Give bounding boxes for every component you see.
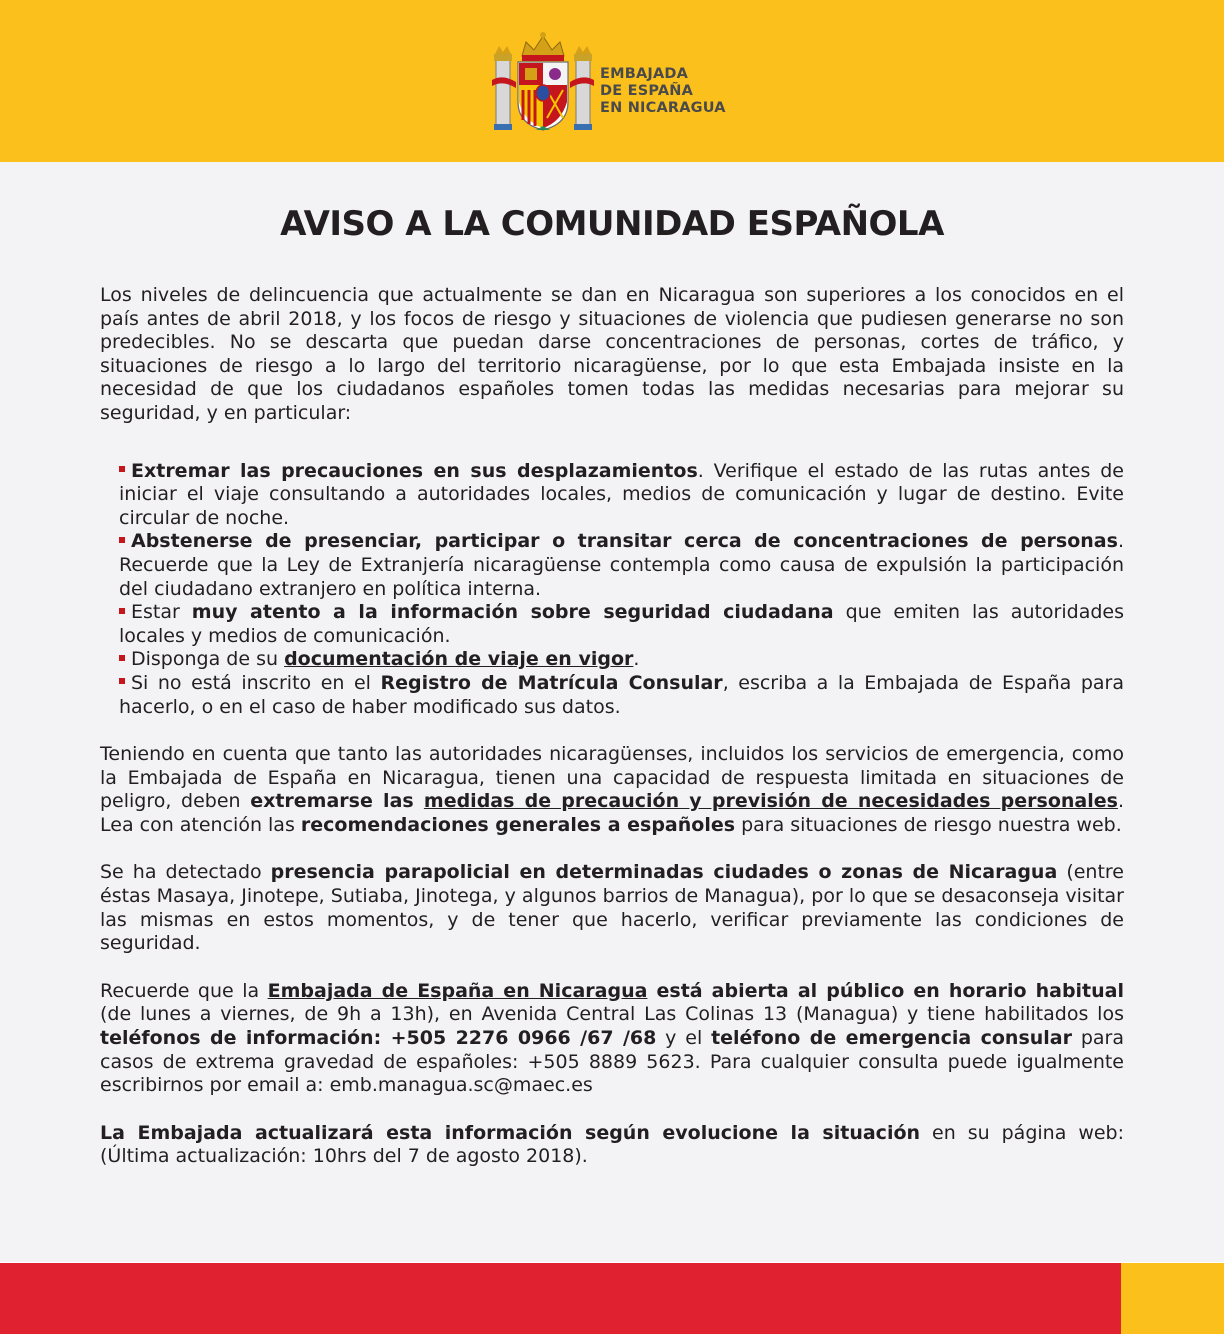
footer-yellow-band <box>1121 1263 1224 1334</box>
para-text: . Lea con atención las <box>100 790 1124 836</box>
bullet-icon <box>119 537 125 543</box>
list-item <box>119 460 1124 531</box>
para-text: para casos de extrema gravedad de españoles: +505 8889 5623. Para cualquier consulta puede igualmente escribirnos por email a: emb.managua.sc@maec.es <box>100 1027 1124 1097</box>
precaution-measures-emphasis: medidas de precaución y previsión de necesidades personales <box>423 790 1118 813</box>
para-text: Se ha detectado <box>100 861 271 884</box>
embassy-name-line-2: DE ESPAÑA <box>600 83 694 99</box>
bullet-icon <box>119 608 125 614</box>
info-phones: teléfonos de información: +505 2276 0966 /67 /68 <box>100 1027 657 1050</box>
list-item-pre: Estar <box>131 601 192 624</box>
embassy-name-line-3: EN NICARAGUA <box>600 100 726 116</box>
list-item <box>119 648 1124 672</box>
emergency-phone-label: teléfono de emergencia consular <box>711 1027 1072 1050</box>
bullet-icon <box>119 466 125 472</box>
list-item-text: , escriba a la Embajada de España para hacerlo, o en el caso de haber modificado sus datos. <box>119 671 1124 718</box>
para-bold: La Embajada actualizará esta información según evolucione la situación <box>100 1121 921 1144</box>
response-capacity-paragraph <box>100 743 1124 837</box>
embassy-name <box>600 66 726 117</box>
contact-paragraph <box>100 980 1124 1098</box>
list-item-text: . <box>633 648 640 671</box>
recommendations-list <box>119 460 1124 720</box>
footer-red-band <box>0 1263 1121 1334</box>
para-bold: recomendaciones generales a españoles <box>300 813 736 836</box>
para-text: para situaciones de riesgo nuestra web. <box>735 813 1122 836</box>
para-text: Teniendo en cuenta que tanto las autoridades nicaragüenses, incluidos los servicios de emergencia, como la Embajada de España en Nicaragua, tienen una capacidad de respuesta limitada en situaciones de peligro, deben <box>100 743 1124 813</box>
list-item <box>119 601 1124 648</box>
list-item-bold: Registro de Matrícula Consular <box>380 671 723 694</box>
header-banner <box>0 0 1224 162</box>
travel-documents-emphasis: documentación de viaje en vigor <box>284 648 634 671</box>
list-item-bold: Abstenerse de presenciar, participar o transitar cerca de concentraciones de personas <box>131 530 1118 553</box>
update-paragraph <box>100 1122 1124 1169</box>
list-item-text: . Verifique el estado de las rutas antes de iniciar el viaje consultando a autoridades locales, medios de comunicación y lugar de destino. Evite circular de noche. <box>119 459 1124 529</box>
para-bold: está abierta al público en horario habitual <box>647 979 1124 1002</box>
parapolice-paragraph <box>100 861 1124 955</box>
list-item-text: que emiten las autoridades locales y medios de comunicación. <box>119 601 1125 647</box>
embassy-name-emphasis: Embajada de España en Nicaragua <box>267 979 648 1002</box>
bullet-icon <box>119 655 125 661</box>
para-text: y el <box>656 1027 712 1050</box>
list-item-bold: muy atento a la información sobre seguridad ciudadana <box>191 601 834 624</box>
list-item <box>119 530 1124 601</box>
spanish-coat-of-arms-icon <box>492 30 594 134</box>
para-text: Recuerde que la <box>100 979 268 1002</box>
list-item-bold: Extremar las precauciones en sus desplazamientos <box>131 459 698 482</box>
intro-paragraph: Los niveles de delincuencia que actualmente se dan en Nicaragua son superiores a los conocidos en el país antes de abril 2018, y los focos de riesgo y situaciones de violencia que pudiesen generarse no son predecibles. No se descarta que puedan darse concentraciones de personas, cortes de tráfico, y situaciones de riesgo a lo largo del territorio nicaragüense, por lo que esta Embajada insiste en la necesidad de que los ciudadanos españoles tomen todas las medidas necesarias para mejorar su seguridad, y en particular: <box>100 284 1124 424</box>
page-title: AVISO A LA COMUNIDAD ESPAÑOLA <box>280 204 944 244</box>
bullet-icon <box>119 678 125 684</box>
list-item-text: . Recuerde que la Ley de Extranjería nicaragüense contempla como causa de expulsión la participación del ciudadano extranjero en política interna. <box>119 530 1124 600</box>
para-text: en su página web: (Última actualización: 10hrs del 7 de agosto 2018). <box>100 1121 1125 1168</box>
list-item <box>119 672 1124 719</box>
embassy-name-line-1: EMBAJADA <box>600 66 689 82</box>
para-text: (entre éstas Masaya, Jinotepe, Sutiaba, Jinotega, y algunos barrios de Managua), por lo que se desaconseja visitar las mismas en estos momentos, y de tener que hacerlo, verificar previamente las condiciones de seguridad. <box>100 861 1124 955</box>
notice-body <box>100 284 1124 1169</box>
para-text: (de lunes a viernes, de 9h a 13h), en Avenida Central Las Colinas 13 (Managua) y tiene habilitados los <box>100 1003 1124 1026</box>
list-item-pre: Si no está inscrito en el <box>131 671 381 694</box>
para-bold: extremarse las <box>250 790 424 813</box>
para-bold: presencia parapolicial en determinadas ciudades o zonas de Nicaragua <box>270 861 1058 884</box>
list-item-pre: Disponga de su <box>131 648 285 671</box>
